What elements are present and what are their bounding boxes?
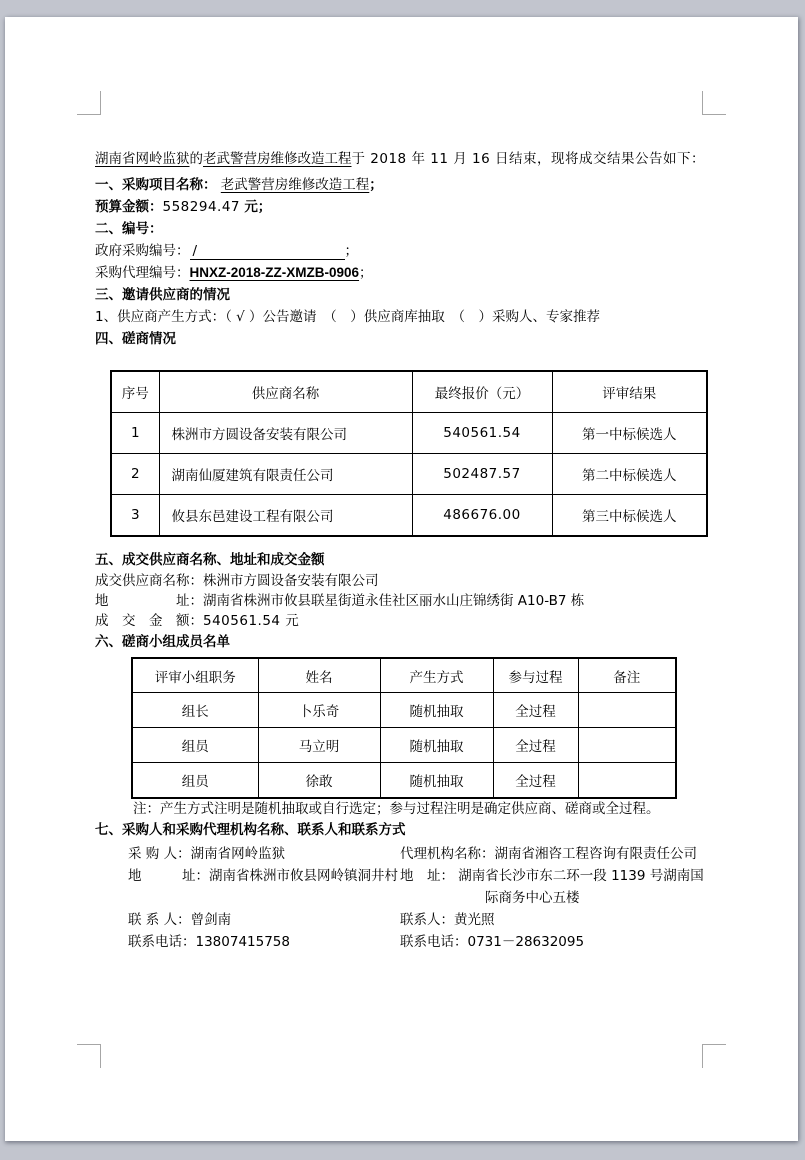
table-cell: 卜乐奇 — [258, 693, 380, 728]
table-cell: 组员 — [132, 728, 258, 763]
document-page — [5, 17, 798, 1141]
section7-heading: 七、采购人和采购代理机构名称、联系人和联系方式 — [95, 822, 406, 838]
contact-info-block — [95, 843, 718, 953]
table-cell: 第二中标候选人 — [552, 454, 707, 495]
buyer-line: 采 购 人：湖南省网岭监狱 — [128, 846, 286, 862]
table-cell: 组员 — [132, 763, 258, 799]
agency-name-line: 代理机构名称：湖南省湘咨工程咨询有限责任公司 — [400, 846, 697, 862]
section6-heading: 六、磋商小组成员名单 — [95, 634, 230, 650]
table-cell: 全过程 — [493, 763, 578, 799]
intro-rest: 于 2018 年 11 月 16 日结束，现将成交结果公告如下： — [351, 151, 705, 167]
buyer-address-line: 地 址：湖南省株洲市攸县网岭镇洞井村 — [128, 868, 398, 884]
table-cell: 540561.54 — [412, 413, 552, 454]
table-cell: 徐敢 — [258, 763, 380, 799]
section1-heading-line — [95, 174, 718, 196]
budget-unit: 元； — [244, 199, 272, 215]
budget-label: 预算金额： — [95, 199, 163, 215]
section2-heading: 二、编号： — [95, 221, 163, 237]
negotiation-result-table — [110, 370, 708, 537]
table-cell: 湖南仙厦建筑有限责任公司 — [159, 454, 412, 495]
table-cell: 1 — [111, 413, 159, 454]
project-name-value: 老武警营房维修改造工程 — [220, 177, 370, 193]
table-row — [111, 413, 707, 454]
table-row — [132, 693, 676, 728]
deal-amount-line — [95, 611, 718, 631]
column-header: 产生方式 — [380, 658, 493, 693]
column-header: 序号 — [111, 371, 159, 413]
document-content — [95, 148, 718, 953]
table-cell: 486676.00 — [412, 495, 552, 537]
section5-heading: 五、成交供应商名称、地址和成交金额 — [95, 552, 325, 568]
table-cell: 全过程 — [493, 693, 578, 728]
table-row — [111, 454, 707, 495]
spacer-line — [128, 887, 400, 909]
winner-name-value: 株洲市方圆设备安装有限公司 — [203, 573, 379, 589]
table-cell: 随机抽取 — [380, 763, 493, 799]
column-header: 评审小组职务 — [132, 658, 258, 693]
agency-number-label: 采购代理编号： — [95, 265, 190, 281]
table-cell — [578, 728, 676, 763]
table-cell: 攸县东邑建设工程有限公司 — [159, 495, 412, 537]
table-cell: 马立明 — [258, 728, 380, 763]
budget-line — [95, 196, 718, 218]
agency-number-semicolon: ； — [359, 265, 373, 281]
deal-amount-label: 成 交 金 额： — [95, 613, 203, 629]
table-cell: 第三中标候选人 — [552, 495, 707, 537]
intro-paragraph — [95, 148, 718, 170]
supplier-source-line: 1、供应商产生方式：（ √ ）公告邀请 （ ）供应商库抽取 （ ）采购人、专家推荐 — [95, 309, 601, 325]
agency-number-code: HNXZ-2018-ZZ-XMZB-0906 — [189, 265, 360, 280]
budget-value: 558294.47 — [162, 199, 241, 215]
table-row — [111, 495, 707, 537]
winner-address-line — [95, 591, 718, 611]
table-header-row — [111, 371, 707, 413]
agency-contact-column — [400, 843, 718, 953]
winner-name-line — [95, 571, 718, 591]
text-boundary-mark-bottom-right — [702, 1044, 726, 1068]
table-note: 注：产生方式注明是随机抽取或自行选定；参与过程注明是确定供应商、磋商或全过程。 — [133, 801, 660, 817]
table-header-row — [132, 658, 676, 693]
buyer-contact-line: 联 系 人：曾剑南 — [128, 912, 232, 928]
section1-heading: 一、采购项目名称： — [95, 177, 217, 193]
table-cell: 随机抽取 — [380, 728, 493, 763]
table-cell: 全过程 — [493, 728, 578, 763]
winner-address-label: 地 址： — [95, 593, 203, 609]
winner-address-value: 湖南省株洲市攸县联星街道永佳社区丽水山庄锦绣街 A10-B7 栋 — [203, 593, 585, 609]
table-cell: 随机抽取 — [380, 693, 493, 728]
buyer-phone-line: 联系电话：13807415758 — [128, 934, 290, 950]
gov-number-label: 政府采购编号： — [95, 243, 190, 259]
table-row — [132, 763, 676, 799]
table-cell: 第一中标候选人 — [552, 413, 707, 454]
agency-address-line1: 地 址： 湖南省长沙市东二环一段 1139 号湖南国 — [400, 868, 704, 884]
section3-heading: 三、邀请供应商的情况 — [95, 287, 230, 303]
table-cell — [578, 693, 676, 728]
text-boundary-mark-top-left — [77, 91, 101, 115]
column-header: 供应商名称 — [159, 371, 412, 413]
column-header: 评审结果 — [552, 371, 707, 413]
deal-amount-value: 540561.54 元 — [203, 613, 300, 629]
section4-heading: 四、磋商情况 — [95, 331, 176, 347]
gov-number-line — [95, 240, 718, 262]
winner-name-label: 成交供应商名称： — [95, 573, 203, 589]
intro-org-name: 湖南省网岭监狱 — [95, 151, 190, 167]
column-header: 最终报价（元） — [412, 371, 552, 413]
column-header: 参与过程 — [493, 658, 578, 693]
intro-mid: 的 — [189, 151, 203, 167]
intro-project-name: 老武警营房维修改造工程 — [203, 151, 352, 167]
agency-number-line — [95, 262, 718, 284]
table-cell: 株洲市方圆设备安装有限公司 — [159, 413, 412, 454]
buyer-contact-column — [128, 843, 400, 953]
table-cell — [578, 763, 676, 799]
agency-contact-line: 联系人：黄光照 — [400, 912, 495, 928]
table-cell: 502487.57 — [412, 454, 552, 495]
column-header: 备注 — [578, 658, 676, 693]
text-boundary-mark-top-right — [702, 91, 726, 115]
panel-member-table — [131, 657, 677, 799]
text-boundary-mark-bottom-left — [77, 1044, 101, 1068]
gov-number-blank: / — [190, 243, 345, 260]
column-header: 姓名 — [258, 658, 380, 693]
table-cell: 2 — [111, 454, 159, 495]
agency-address-line2: 际商务中心五楼 — [485, 890, 580, 906]
gov-number-semicolon: ； — [344, 243, 358, 259]
agency-phone-line: 联系电话：0731－28632095 — [400, 934, 585, 950]
table-cell: 3 — [111, 495, 159, 537]
section1-semicolon: ； — [369, 177, 383, 193]
table-cell: 组长 — [132, 693, 258, 728]
table-row — [132, 728, 676, 763]
